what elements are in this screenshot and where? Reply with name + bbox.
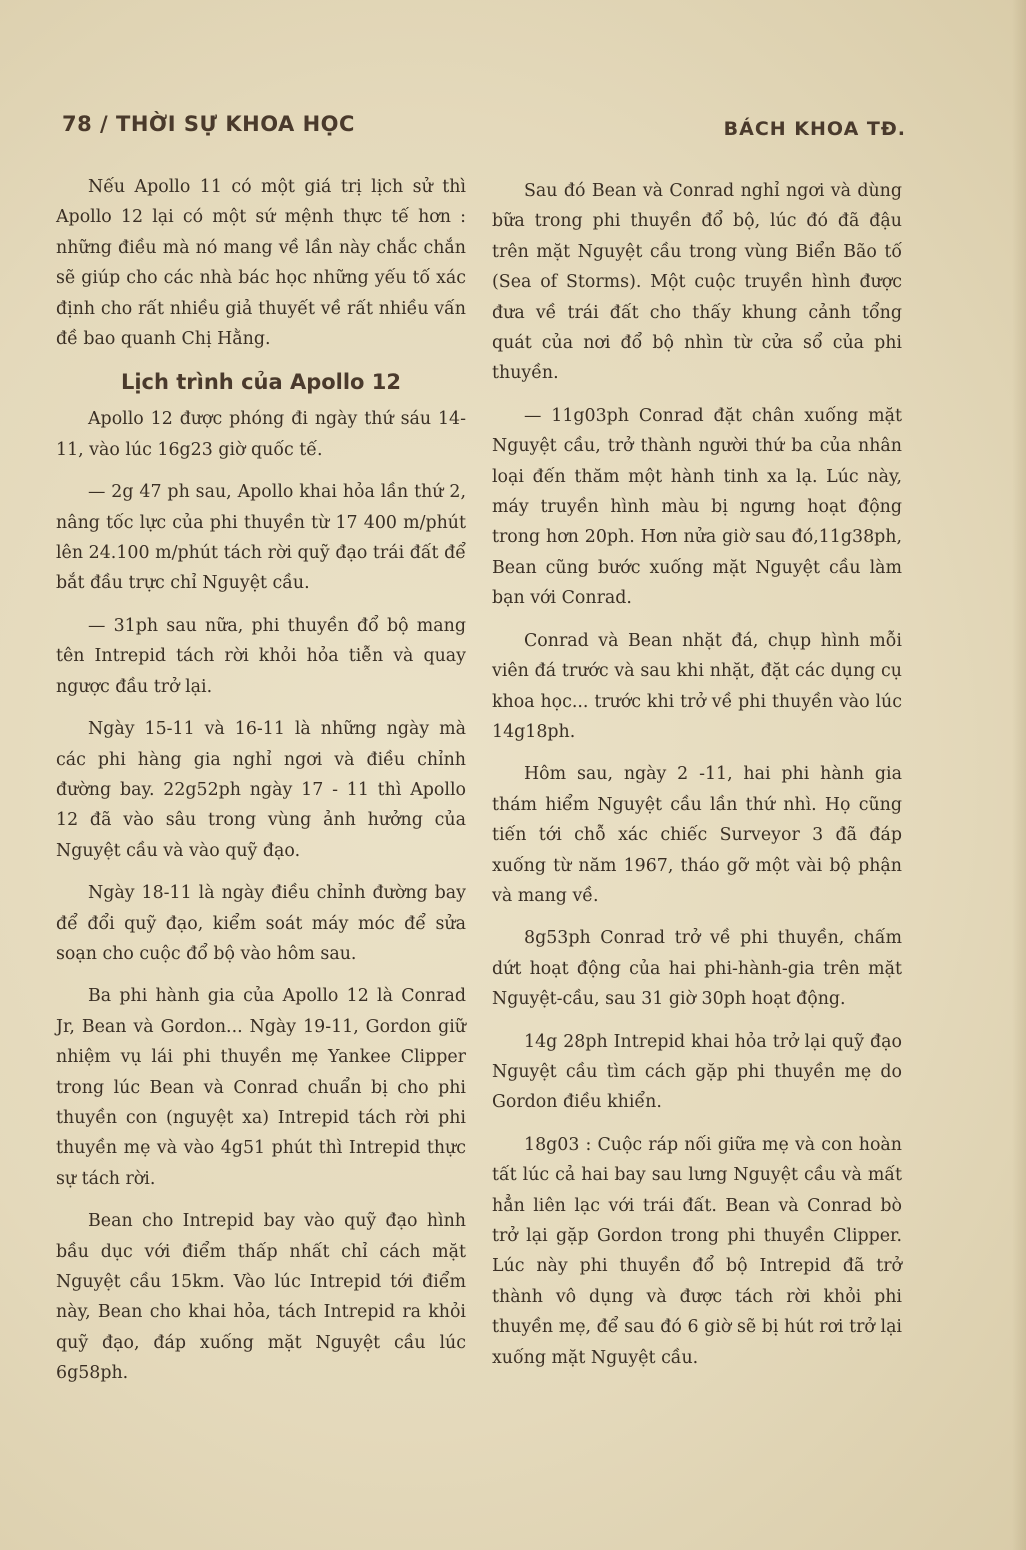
paragraph: 14g 28ph Intrepid khai hỏa trở lại quỹ đạo Nguyệt cầu tìm cách gặp phi thuyền mẹ do Gordon điều khiển. — [492, 1031, 902, 1113]
paragraph: Ngày 15-11 và 16-11 là những ngày mà các phi hàng gia nghỉ ngơi và điều chỉnh đường bay. 22g52ph ngày 17 - 11 thì Apollo 12 đã vào sâu trong vùng ảnh hưởng của Nguyệt cầu và vào quỹ đạo. — [56, 719, 466, 861]
paragraph: Conrad và Bean nhặt đá, chụp hình mỗi viên đá trước và sau khi nhặt, đặt các dụng cụ khoa học... trước khi trở về phi thuyền vào lúc 14g18ph. — [492, 630, 902, 742]
paragraph: Bean cho Intrepid bay vào quỹ đạo hình bầu dục với điểm thấp nhất chỉ cách mặt Nguyệt cầu 15km. Vào lúc Intrepid tới điểm này, Bean cho khai hỏa, tách Intrepid ra khỏi quỹ đạo, đáp xuống mặt Nguyệt cầu lúc 6g58ph. — [56, 1211, 466, 1384]
left-column — [56, 172, 466, 1401]
paragraph: 18g03 : Cuộc ráp nối giữa mẹ và con hoàn tất lúc cả hai bay sau lưng Nguyệt cầu và mất hẳn liên lạc với trái đất. Bean và Conrad bò trở lại gặp Gordon trong phi thuyền Clipper. Lúc này phi thuyền đổ bộ Intrepid đã trở thành vô dụng và được tách rời khỏi phi thuyền mẹ, để sau đó 6 giờ sẽ bị hút rơi trở lại xuống mặt Nguyệt cầu. — [492, 1134, 902, 1368]
paragraph: 8g53ph Conrad trở về phi thuyền, chấm dứt hoạt động của hai phi-hành-gia trên mặt Nguyệt-cầu, sau 31 giờ 30ph hoạt động. — [492, 928, 902, 1010]
page-header-title: 78 / THỜI SỰ KHOA HỌC — [62, 112, 355, 136]
right-column — [492, 176, 902, 1385]
paragraph: Nếu Apollo 11 có một giá trị lịch sử thì Apollo 12 lại có một sứ mệnh thực tế hơn : những điều mà nó mang về lần này chắc chắn sẽ giúp cho các nhà bác học những yếu tố xác định cho rất nhiều giả thuyết về rất nhiều vấn đề bao quanh Chị Hằng. — [56, 177, 466, 350]
paragraph: — 11g03ph Conrad đặt chân xuống mặt Nguyệt cầu, trở thành người thứ ba của nhân loại đến thăm một hành tinh xa lạ. Lúc này, máy truyền hình màu bị ngưng hoạt động trong hơn 20ph. Hơn nửa giờ sau đó,11g38ph, Bean cũng bước xuống mặt Nguyệt cầu làm bạn với Conrad. — [492, 405, 902, 609]
page-edge-shadow — [1012, 0, 1026, 1550]
paragraph: Apollo 12 được phóng đi ngày thứ sáu 14-11, vào lúc 16g23 giờ quốc tế. — [56, 409, 466, 460]
paragraph: Sau đó Bean và Conrad nghỉ ngơi và dùng bữa trong phi thuyền đổ bộ, lúc đó đã đậu trên mặt Nguyệt cầu trong vùng Biển Bão tố (Sea of Storms). Một cuộc truyền hình được đưa về trái đất cho thấy khung cảnh tổng quát của nơi đổ bộ nhìn từ cửa sổ của phi thuyền. — [492, 181, 902, 384]
paragraph: — 2g 47 ph sau, Apollo khai hỏa lần thứ 2, nâng tốc lực của phi thuyền từ 17 400 m/phút lên 24.100 m/phút tách rời quỹ đạo trái đất để bắt đầu trực chỉ Nguyệt cầu. — [56, 482, 466, 594]
paragraph: Ngày 18-11 là ngày điều chỉnh đường bay để đổi quỹ đạo, kiểm soát máy móc để sửa soạn cho cuộc đổ bộ vào hôm sau. — [56, 883, 466, 964]
paragraph: Ba phi hành gia của Apollo 12 là Conrad Jr, Bean và Gordon... Ngày 19-11, Gordon giữ nhiệm vụ lái phi thuyền mẹ Yankee Clipper trong lúc Bean và Conrad chuẩn bị cho phi thuyền con (nguyệt xa) Intrepid tách rời phi thuyền mẹ và vào 4g51 phút thì Intrepid thực sự tách rời. — [56, 986, 466, 1189]
magazine-name: BÁCH KHOA TĐ. — [723, 118, 906, 140]
paragraph: — 31ph sau nữa, phi thuyền đổ bộ mang tên Intrepid tách rời khỏi hỏa tiễn và quay ngược đầu trở lại. — [56, 615, 466, 697]
section-heading: Lịch trình của Apollo 12 — [120, 370, 402, 395]
paragraph: Hôm sau, ngày 2 -11, hai phi hành gia thám hiểm Nguyệt cầu lần thứ nhì. Họ cũng tiến tới chỗ xác chiếc Surveyor 3 đã đáp xuống từ năm 1967, tháo gỡ một vài bộ phận và mang về. — [492, 764, 902, 906]
